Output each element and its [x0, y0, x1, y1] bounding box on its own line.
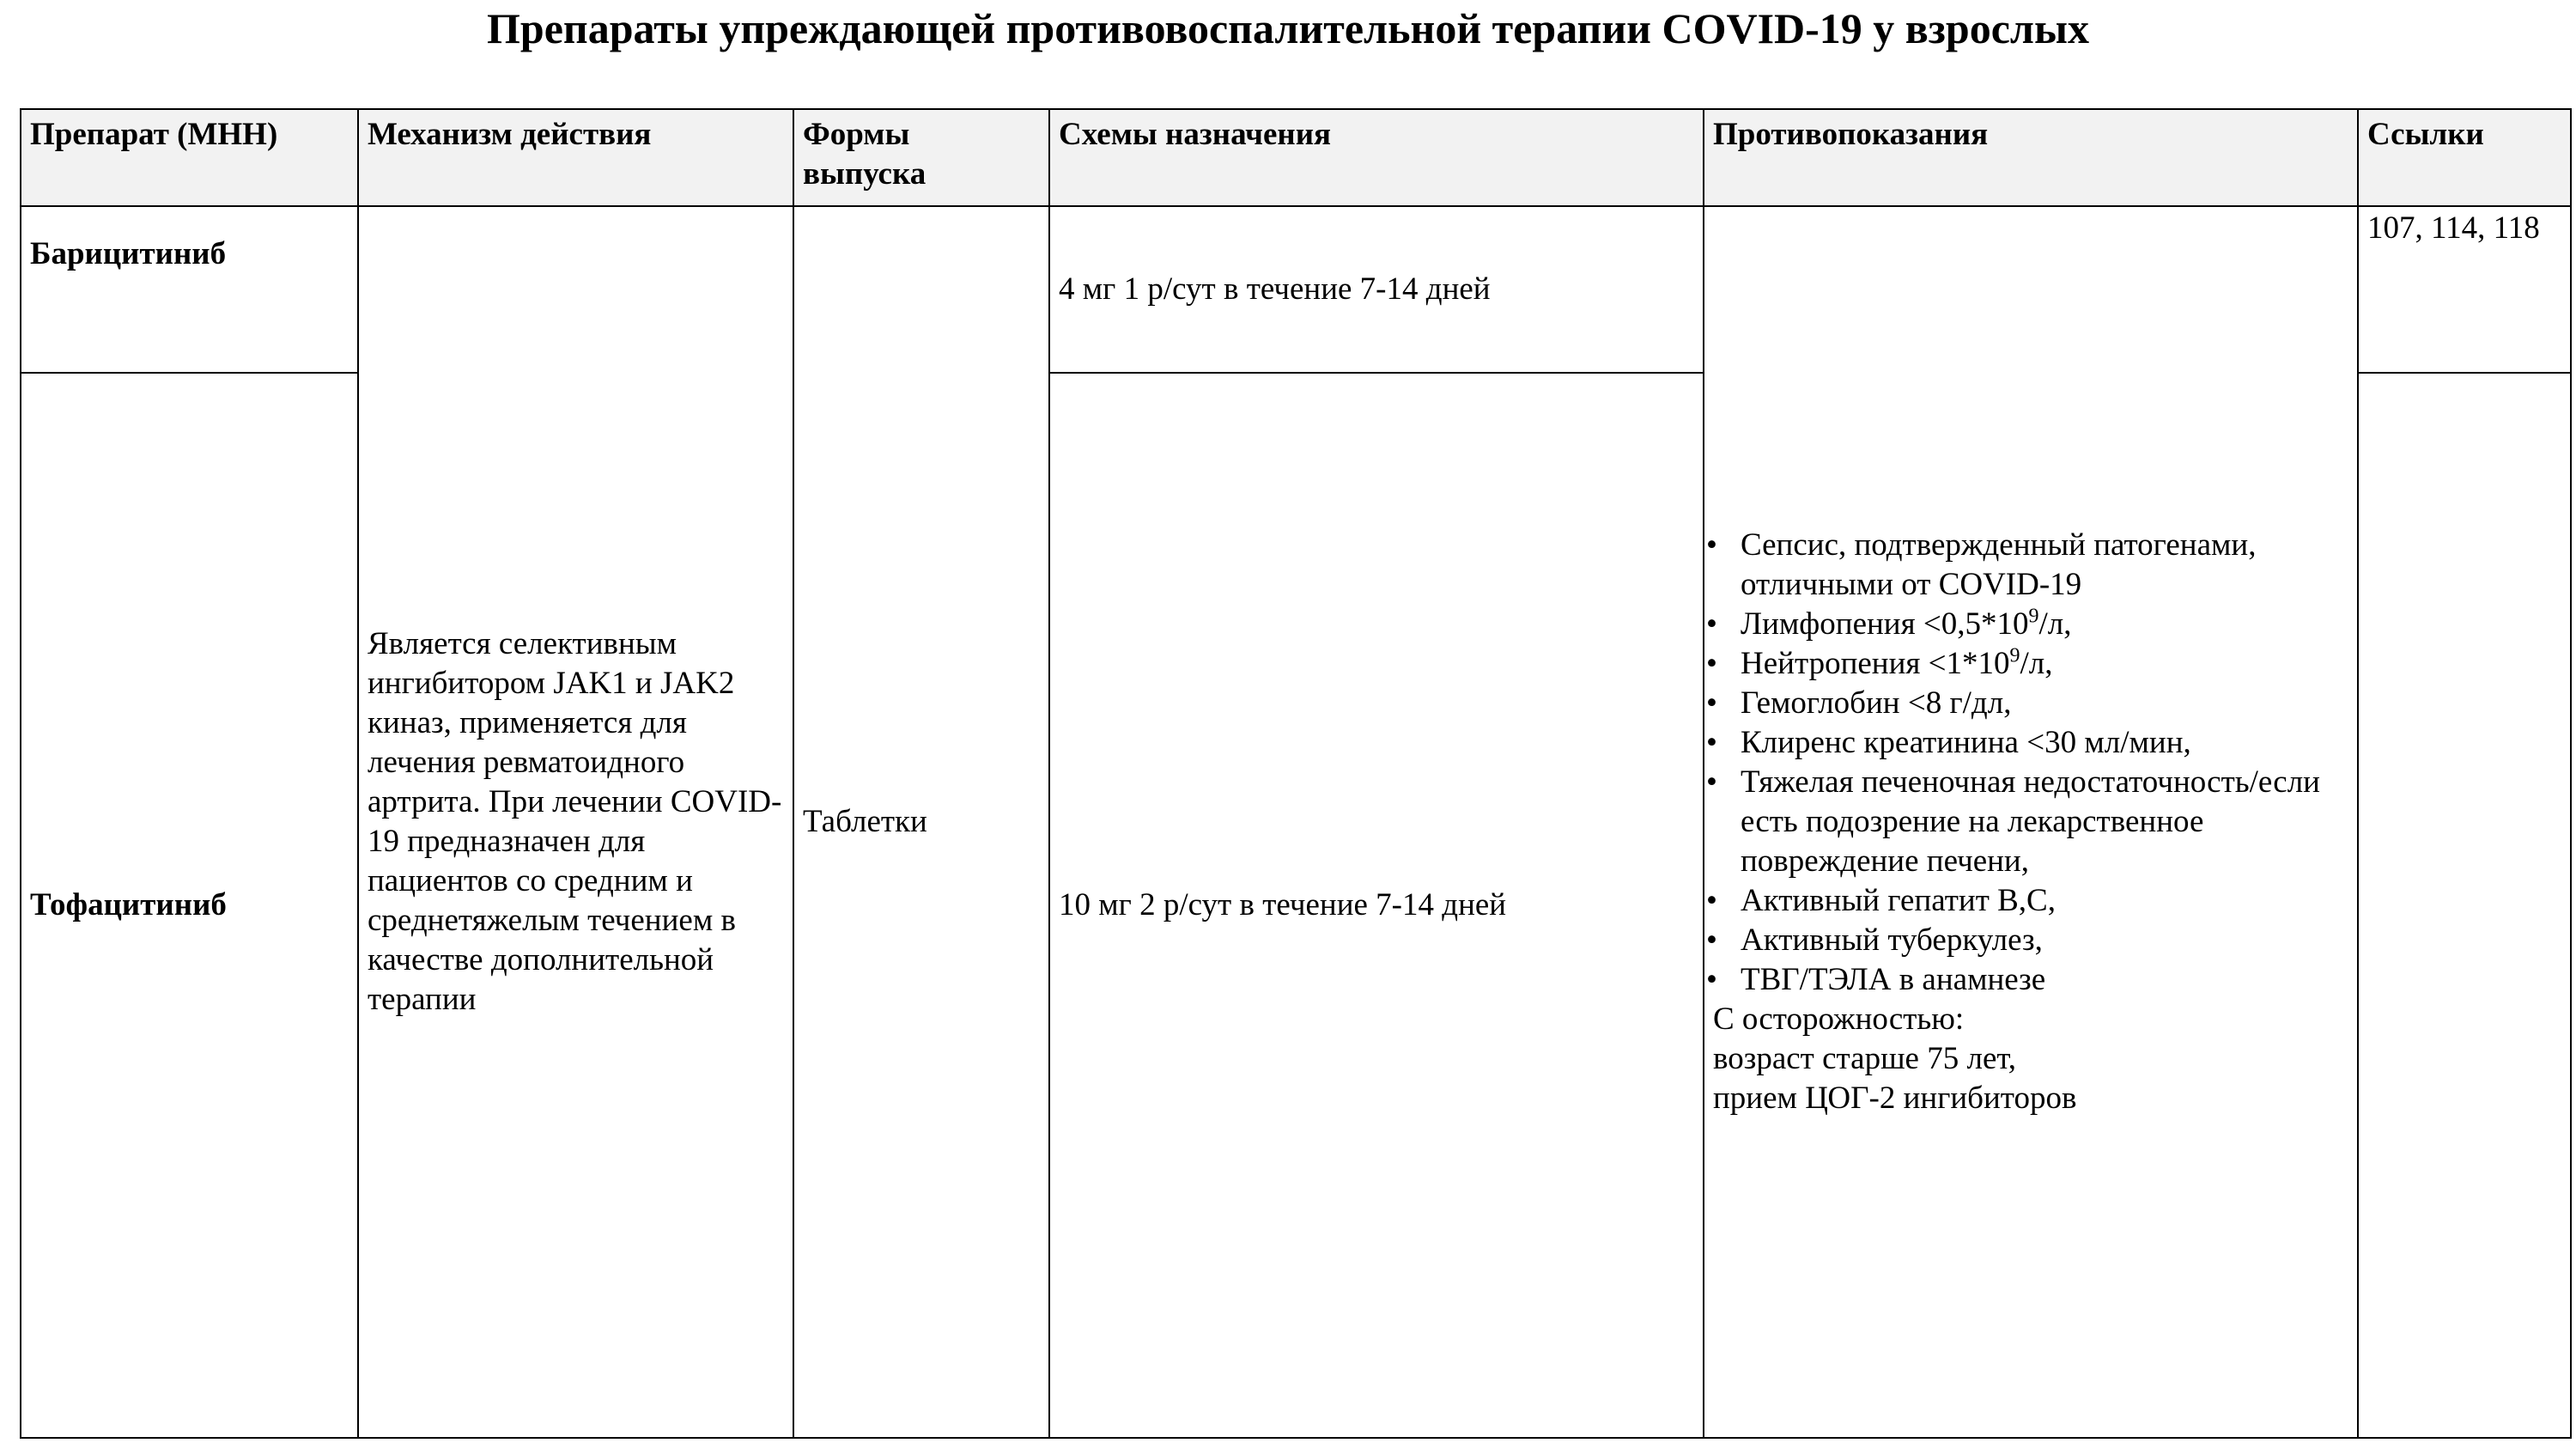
header-drug: Препарат (МНН)	[21, 109, 358, 206]
header-mechanism: Механизм действия	[358, 109, 793, 206]
bullet-icon: •	[1706, 725, 1717, 760]
bullet-icon: •	[1706, 883, 1717, 918]
contraindication-text: Сепсис, подтвержденный патогенами, отличными от COVID-19	[1741, 527, 2257, 602]
header-schemes: Схемы назначения	[1049, 109, 1704, 206]
bullet-icon: •	[1706, 685, 1717, 721]
contraindication-unit: /л,	[2020, 646, 2053, 681]
caution-line: возраст старше 75 лет,	[1713, 1041, 2016, 1076]
header-forms: Формы выпуска	[793, 109, 1049, 206]
contraindications-list	[1704, 526, 2348, 1000]
drug-table	[20, 108, 2572, 1439]
bullet-icon: •	[1706, 527, 1717, 563]
contraindication-item	[1704, 763, 2348, 881]
contraindication-item	[1704, 644, 2348, 684]
bullet-icon: •	[1706, 962, 1717, 997]
contraindication-text: ТВГ/ТЭЛА в анамнезе	[1741, 962, 2046, 997]
exponent: 9	[2028, 605, 2039, 628]
scheme-baricitinib: 4 мг 1 р/сут в течение 7-14 дней	[1049, 206, 1704, 373]
contraindication-item	[1704, 881, 2348, 921]
bullet-icon: •	[1706, 646, 1717, 681]
header-contraindications: Противопоказания	[1704, 109, 2358, 206]
contraindication-unit: /л,	[2038, 606, 2072, 642]
contraindications-cell	[1704, 206, 2358, 1438]
page-title: Препараты упреждающей противовоспалительной терапии COVID-19 у взрослых	[487, 4, 2089, 52]
bullet-icon: •	[1706, 764, 1717, 800]
contraindication-item	[1704, 921, 2348, 960]
caution-heading: С осторожностью:	[1713, 1002, 1965, 1037]
contraindication-item	[1704, 723, 2348, 763]
bullet-icon: •	[1706, 922, 1717, 958]
forms-cell: Таблетки	[793, 206, 1049, 1438]
caution-line: прием ЦОГ-2 ингибиторов	[1713, 1081, 2077, 1116]
contraindication-text: Лимфопения <0,5*10	[1741, 606, 2029, 642]
mechanism-cell: Является селективным ингибитором JAK1 и JAK2 киназ, применяется для лечения ревматоидного артрита. При лечении COVID-19 предназначен для пациентов со средним и среднетяжелым течением в качестве дополнительной терапии	[358, 206, 793, 1438]
contraindication-text: Гемоглобин <8 г/дл,	[1741, 685, 2012, 721]
header-references: Ссылки	[2358, 109, 2571, 206]
exponent: 9	[2009, 644, 2020, 667]
contraindication-text: Клиренс креатинина <30 мл/мин,	[1741, 725, 2191, 760]
contraindication-text: Активный гепатит В,С,	[1741, 883, 2056, 918]
references-tofacitinib	[2358, 373, 2571, 1438]
contraindication-text: Тяжелая печеночная недостаточность/если есть подозрение на лекарственное повреждение печени,	[1741, 764, 2320, 879]
contraindication-item	[1704, 526, 2348, 605]
references-baricitinib: 107, 114, 118	[2358, 206, 2571, 373]
bullet-icon: •	[1706, 606, 1717, 642]
contraindication-item	[1704, 960, 2348, 1000]
contraindication-text: Активный туберкулез,	[1741, 922, 2043, 958]
drug-name-baricitinib: Барицитиниб	[21, 206, 358, 373]
drug-name-tofacitinib: Тофацитиниб	[21, 373, 358, 1438]
table-row	[21, 206, 2571, 373]
contraindication-item	[1704, 684, 2348, 723]
table-header-row	[21, 109, 2571, 206]
contraindication-text: Нейтропения <1*10	[1741, 646, 2010, 681]
scheme-tofacitinib: 10 мг 2 р/сут в течение 7-14 дней	[1049, 373, 1704, 1438]
contraindication-item	[1704, 605, 2348, 644]
